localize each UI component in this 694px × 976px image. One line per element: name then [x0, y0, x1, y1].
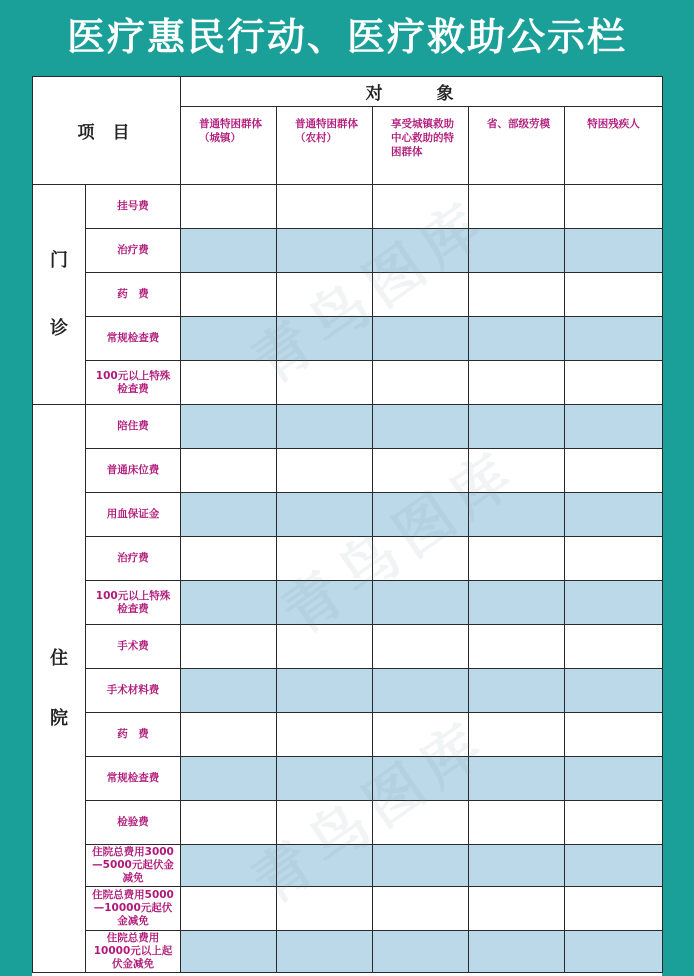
table-cell: [181, 669, 277, 713]
table-cell: [565, 361, 663, 405]
table-cell: [277, 581, 373, 625]
table-cell: [565, 931, 663, 973]
column-header-model-worker: 省、部级劳模: [469, 107, 565, 185]
table-cell: [565, 625, 663, 669]
table-cell: [181, 757, 277, 801]
table-cell: [181, 931, 277, 973]
table-cell: [565, 669, 663, 713]
table-cell: [469, 931, 565, 973]
table-cell: [373, 713, 469, 757]
table-cell: [565, 229, 663, 273]
table-row: [33, 185, 663, 229]
table-cell: [469, 713, 565, 757]
table-cell: [181, 625, 277, 669]
table-cell: [565, 405, 663, 449]
table-cell: [181, 887, 277, 931]
table-cell: [373, 757, 469, 801]
table-row: [33, 273, 663, 317]
watermark: 青鸟图库: [239, 186, 502, 398]
table-cell: [277, 317, 373, 361]
table-cell: [277, 845, 373, 887]
table-cell: [373, 361, 469, 405]
table-cell: [277, 713, 373, 757]
table-cell: [181, 317, 277, 361]
row-label: 手术费: [86, 625, 181, 669]
column-header-urban: 普通特困群体（城镇）: [181, 107, 277, 185]
table-cell: [469, 405, 565, 449]
table-row: [33, 537, 663, 581]
row-label: 药 费: [86, 273, 181, 317]
table-cell: [373, 317, 469, 361]
table-cell: [373, 625, 469, 669]
page-title: 医疗惠民行动、医疗救助公示栏: [66, 15, 627, 59]
row-label: 住院总费用10000元以上起伏金减免: [86, 931, 181, 973]
table-cell: [469, 757, 565, 801]
row-label: 常规检查费: [86, 757, 181, 801]
group-label-char: 住: [50, 647, 68, 669]
table-cell: [277, 405, 373, 449]
table-cell: [181, 845, 277, 887]
row-label: 住院总费用5000—10000元起伏金减免: [86, 887, 181, 931]
table-cell: [565, 845, 663, 887]
group-outpatient: [33, 185, 86, 405]
table-cell: [469, 493, 565, 537]
table-cell: [469, 185, 565, 229]
table-row: [33, 845, 663, 887]
table-cell: [277, 931, 373, 973]
row-label: 挂号费: [86, 185, 181, 229]
table-row: [33, 713, 663, 757]
table-cell: [469, 449, 565, 493]
table-cell: [469, 273, 565, 317]
table-row: [33, 405, 663, 449]
table-row: [33, 931, 663, 973]
table-cell: [469, 669, 565, 713]
table-cell: [373, 887, 469, 931]
table-cell: [469, 537, 565, 581]
table-cell: [565, 801, 663, 845]
row-label: 100元以上特殊检查费: [86, 361, 181, 405]
table-row: [33, 887, 663, 931]
table-cell: [469, 317, 565, 361]
table-cell: [277, 669, 373, 713]
table-cell: [565, 581, 663, 625]
table-cell: [565, 449, 663, 493]
table-cell: [277, 185, 373, 229]
table-cell: [181, 185, 277, 229]
table-cell: [181, 273, 277, 317]
table-cell: [181, 537, 277, 581]
row-label: 治疗费: [86, 229, 181, 273]
table-cell: [181, 493, 277, 537]
item-header: 项 目: [33, 77, 181, 185]
row-label: 常规检查费: [86, 317, 181, 361]
row-label: 药 费: [86, 713, 181, 757]
table-cell: [373, 493, 469, 537]
table-row: [33, 625, 663, 669]
table-cell: [565, 317, 663, 361]
watermark: 青鸟图库: [239, 706, 502, 918]
column-header-disabled: 特困残疾人: [565, 107, 663, 185]
table-cell: [565, 757, 663, 801]
table-cell: [373, 931, 469, 973]
object-header: 对 象: [181, 77, 663, 107]
table-cell: [373, 273, 469, 317]
table-cell: [469, 361, 565, 405]
row-label: 住院总费用3000—5000元起伏金减免: [86, 845, 181, 887]
group-label-char: 门: [50, 249, 68, 271]
table-cell: [565, 273, 663, 317]
table-cell: [181, 405, 277, 449]
table-cell: [181, 713, 277, 757]
table-cell: [469, 229, 565, 273]
group-label-char: 诊: [50, 317, 68, 339]
table-row: [33, 801, 663, 845]
watermark: 青鸟图库: [269, 436, 532, 648]
table-cell: [277, 625, 373, 669]
table-row: [33, 229, 663, 273]
row-label: 普通床位费: [86, 449, 181, 493]
row-label: 100元以上特殊检查费: [86, 581, 181, 625]
group-label-char: 院: [50, 707, 68, 729]
row-label: 治疗费: [86, 537, 181, 581]
table-cell: [181, 229, 277, 273]
table-row: [33, 757, 663, 801]
table-cell: [277, 757, 373, 801]
table-cell: [373, 185, 469, 229]
table-row: [33, 581, 663, 625]
group-inpatient: [33, 405, 86, 973]
row-label: 检验费: [86, 801, 181, 845]
table-row: [33, 361, 663, 405]
table-cell: [277, 273, 373, 317]
table-cell: [181, 449, 277, 493]
column-header-center-aided: 享受城镇救助中心救助的特困群体: [373, 107, 469, 185]
table-row: [33, 493, 663, 537]
table-cell: [565, 887, 663, 931]
table-cell: [469, 887, 565, 931]
table-cell: [469, 625, 565, 669]
table-cell: [277, 493, 373, 537]
table-cell: [373, 449, 469, 493]
row-label: 手术材料费: [86, 669, 181, 713]
table-cell: [373, 581, 469, 625]
row-label: 用血保证金: [86, 493, 181, 537]
table-cell: [373, 537, 469, 581]
table-cell: [181, 581, 277, 625]
table-cell: [373, 229, 469, 273]
table-cell: [277, 361, 373, 405]
table-row: [33, 449, 663, 493]
table-cell: [565, 713, 663, 757]
row-label: 陪住费: [86, 405, 181, 449]
table-cell: [277, 801, 373, 845]
table-cell: [469, 801, 565, 845]
table-cell: [277, 537, 373, 581]
table-cell: [373, 405, 469, 449]
table-cell: [565, 185, 663, 229]
table-row: [33, 669, 663, 713]
table-cell: [277, 229, 373, 273]
table-cell: [181, 361, 277, 405]
table-cell: [565, 493, 663, 537]
table-cell: [277, 887, 373, 931]
table-cell: [469, 581, 565, 625]
table-cell: [469, 845, 565, 887]
table-cell: [565, 537, 663, 581]
table-cell: [373, 845, 469, 887]
notice-board: [32, 76, 662, 976]
table-row: [33, 317, 663, 361]
column-header-rural: 普通特困群体（农村）: [277, 107, 373, 185]
table-cell: [181, 801, 277, 845]
aid-table: [32, 76, 663, 973]
table-cell: [373, 801, 469, 845]
table-cell: [373, 669, 469, 713]
table-cell: [277, 449, 373, 493]
